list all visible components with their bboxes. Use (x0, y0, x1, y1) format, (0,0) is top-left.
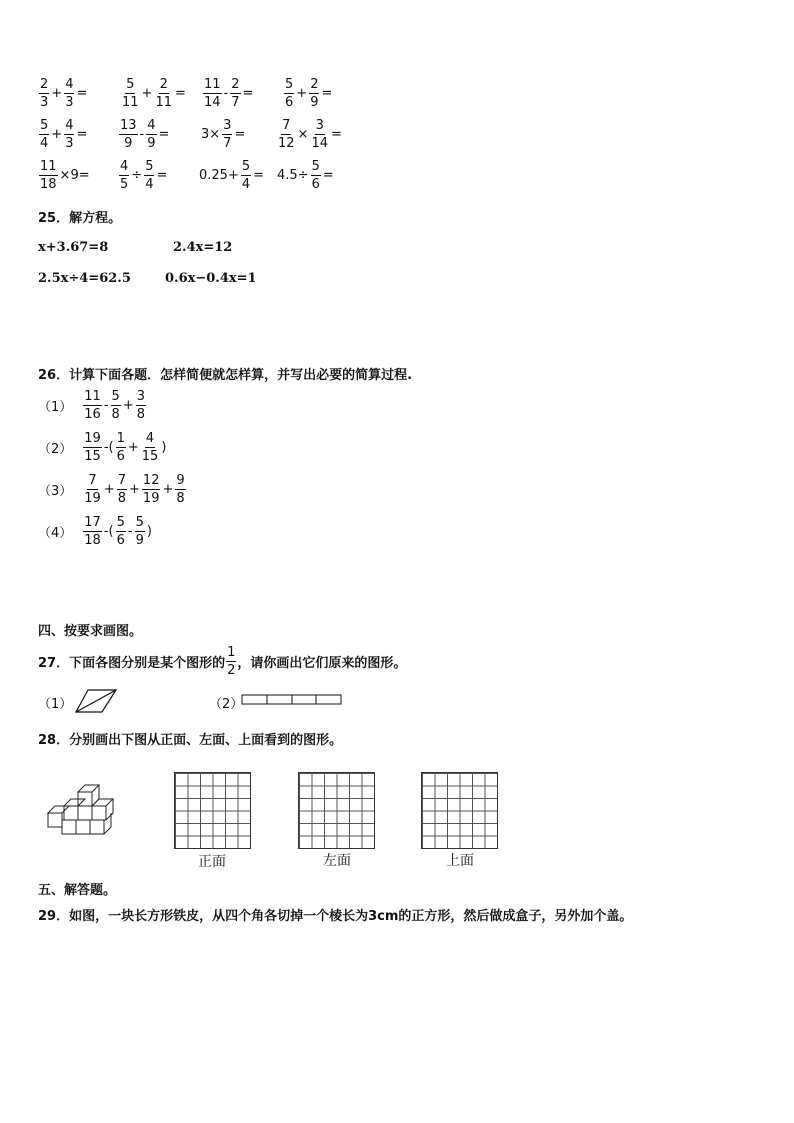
oral-item: $\frac{5}{4}$ + $\frac{4}{3}$ = (40, 118, 88, 151)
q25-title: 25．解方程。 (38, 211, 122, 226)
q26-problem-4: （4） $\frac{17}{18}$ -( $\frac{5}{6}$ - $\frac{5}{9}$ ) (38, 515, 152, 548)
front-view-grid[interactable] (174, 772, 251, 849)
oral-item: $\frac{2}{3}$ + $\frac{4}{3}$ = (40, 77, 88, 110)
q28-title: 28．分别画出下图从正面、左面、上面看到的图形。 (38, 733, 343, 748)
top-view-label: 上面 (446, 853, 474, 869)
oral-item: $\frac{13}{9}$ - $\frac{4}{9}$ = (120, 118, 170, 151)
q26-title: 26．计算下面各题．怎样简便就怎样算，并写出必要的简算过程. (38, 368, 413, 383)
q25-equation-1: x+3.67=8 (38, 240, 109, 255)
q27-title: 27．下面各图分别是某个图形的 $\frac{1}{2}$ ，请你画出它们原来的图形。 (38, 645, 407, 678)
oral-item: 3× $\frac{3}{7}$ = (201, 118, 246, 151)
q25-equation-3: 2.5x÷4=62.5 (38, 271, 131, 286)
left-view-grid[interactable] (298, 772, 375, 849)
oral-item: 0.25+ $\frac{5}{4}$ = (199, 159, 265, 192)
q29-title: 29．如图，一块长方形铁皮，从四个角各切掉一个棱长为3cm的正方形，然后做成盒子，另外加个盖。 (38, 909, 633, 924)
left-view-label: 左面 (323, 853, 351, 869)
oral-item: $\frac{5}{6}$ + $\frac{2}{9}$ = (285, 77, 333, 110)
q27-label-2: （2） (209, 697, 244, 712)
oral-item: $\frac{7}{12}$ × $\frac{3}{14}$ = (278, 118, 342, 151)
section-4-heading: 四、按要求画图。 (38, 624, 143, 639)
oral-item: $\frac{11}{14}$ - $\frac{2}{7}$ = (204, 77, 254, 110)
q25-equation-4: 0.6x−0.4x=1 (165, 271, 257, 286)
oral-item: $\frac{11}{18}$ ×9= (40, 159, 90, 192)
section-5-heading: 五、解答题。 (38, 883, 117, 898)
oral-item: $\frac{4}{5}$ ÷ $\frac{5}{4}$ = (120, 159, 168, 192)
q26-problem-1: （1） $\frac{11}{16}$ - $\frac{5}{8}$ + $\frac{3}{8}$ (38, 389, 145, 422)
q27-label-1: （1） (38, 697, 73, 712)
q28-cube-stack-figure (44, 780, 134, 842)
front-view-label: 正面 (198, 854, 226, 870)
q27-figure-1 (74, 688, 118, 714)
q26-problem-3: （3） $\frac{7}{19}$ + $\frac{7}{8}$ + $\frac{12}{19}$ + $\frac{9}{8}$ (38, 473, 185, 506)
q27-figure-2 (241, 694, 343, 706)
oral-item: 4.5÷ $\frac{5}{6}$ = (277, 159, 334, 192)
top-view-grid[interactable] (421, 772, 498, 849)
q26-problem-2: （2） $\frac{19}{15}$ -( $\frac{1}{6}$ + $\frac{4}{15}$ ) (38, 431, 167, 464)
q25-equation-2: 2.4x=12 (173, 240, 233, 255)
oral-item: $\frac{5}{11}$ + $\frac{2}{11}$ = (122, 77, 186, 110)
